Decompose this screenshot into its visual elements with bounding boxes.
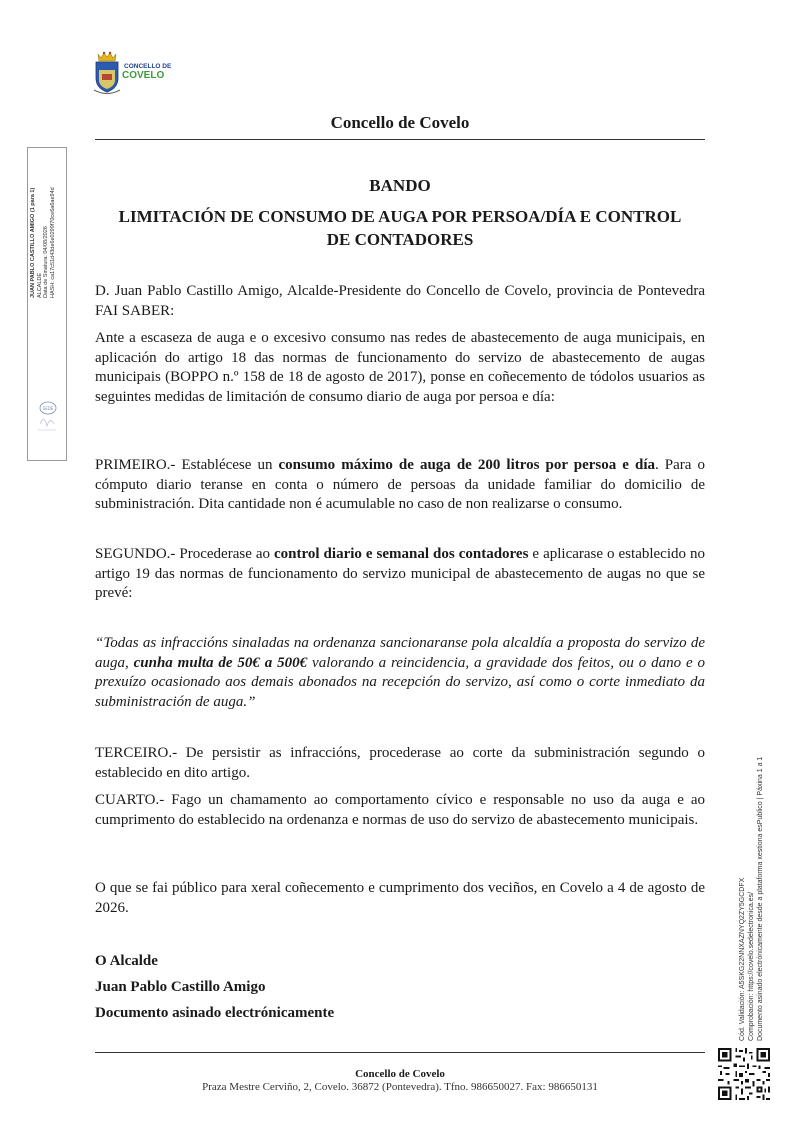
footer-name: Concello de Covelo xyxy=(355,1068,445,1080)
signature-note: Documento asinado electrónicamente xyxy=(95,1005,335,1021)
preamble-paragraph: Ante a escaseza de auga e o excesivo consumo nas redes de abastecemento de auga municipais, en aplicación do artigo 18 das normas de funcionamento do servizo de abastecemento de augas municipais (BOPPO n.º 158 de 18 de agosto de 2017), ponse en coñecemento de tódolos usuarios as seguintes medidas de limitación de consumo diario de auga por persoa e día: xyxy=(95,330,705,405)
closing-paragraph: O que se fai público para xeral coñecemento e cumprimento dos veciños, en Covelo a 4 de agosto de 2026. xyxy=(95,880,705,916)
e-signature-box xyxy=(27,147,67,461)
header-title: Concello de Covelo xyxy=(330,113,470,132)
signature-date: Data de Sinatura: 04/08/2026 xyxy=(43,226,49,298)
signer-name: JUAN PABLO CASTILLO AMIGO (1 para 1) xyxy=(30,187,36,298)
quote-bold: cunha multa de 50€ a 500€ xyxy=(133,654,308,671)
validation-text xyxy=(738,711,765,1041)
signer-role: ALCALDE xyxy=(36,272,43,298)
logo-line2: COVELO xyxy=(122,70,165,81)
terceiro-paragraph: TERCEIRO.- De persistir as infraccións, procederase ao corte da subministración segundo o establecido en dito artigo. xyxy=(95,745,705,781)
svg-text:SEDE: SEDE xyxy=(42,406,54,411)
primeiro-rest: . Para o cómputo diario teranse en conta o número de persoas da unidade familiar do domicilio de subministración. Dita cantidade non é acumulable no caso de non realizarse o consumo. xyxy=(95,457,705,512)
segundo-bold: control diario e semanal dos contadores xyxy=(274,546,529,562)
cuarto-paragraph: CUARTO.- Fago un chamamento ao comportamento cívico e responsable no uso da auga e ao cumprimento do establecido na ordenanza e normas de uso do servizo de abastecemento municipais. xyxy=(95,792,705,828)
seal-icon xyxy=(34,394,60,438)
qr-code-icon xyxy=(716,1046,772,1102)
segundo-paragraph xyxy=(95,545,705,604)
quote-rest: valorando a reincidencia, a gravidade dos feitos, ou o dano e o prexuízo ocasionado aos demais abonados na recepción do servizo, así como o corte inmediato da subministración de auga.” xyxy=(95,654,706,710)
primeiro-paragraph xyxy=(95,456,705,515)
primeiro-lead: PRIMEIRO.- Establécese un xyxy=(95,457,279,473)
signature-name: Juan Pablo Castillo Amigo xyxy=(95,979,266,995)
footer-address: Praza Mestre Cerviño, 2, Covelo. 36872 (Pontevedra). Tfno. 986650027. Fax: 986650131 xyxy=(202,1081,598,1093)
intro-paragraph: D. Juan Pablo Castillo Amigo, Alcalde-Presidente do Concello de Covelo, provincia de Pontevedra FAI SABER: xyxy=(95,283,705,319)
validation-info: Documento asinado electrónicamente desde a plataforma xestiona esPublico | Páxina 1 a 1 xyxy=(757,756,764,1041)
header-divider xyxy=(95,139,705,140)
coat-of-arms-icon xyxy=(92,50,122,96)
document-subtitle: LIMITACIÓN DE CONSUMO DE AUGA POR PERSOA/DÍA E CONTROL DE CONTADORES xyxy=(118,207,682,249)
signature-hash: HASH: ca17c51d43de6e0299f70ce6a6ae94d xyxy=(49,187,56,298)
validation-check-url: Comprobación: https://covelo.sedelectronica.es/ xyxy=(748,891,755,1041)
quote-lead: “Todas as infraccións sinaladas na ordenanza sancionaranse pola alcaldía a proposta do servizo de auga, xyxy=(95,635,705,671)
signature-role: O Alcalde xyxy=(95,953,158,969)
logo-line1: CONCELLO DE xyxy=(124,63,172,70)
e-signature-text xyxy=(30,0,56,298)
segundo-rest: e aplicarase o establecido no artigo 19 das normas de funcionamento do servizo municipal de abastecemento de augas no que se prevé: xyxy=(95,546,705,601)
concello-logo xyxy=(92,50,172,98)
quote-paragraph xyxy=(95,634,705,712)
footer-divider xyxy=(95,1052,705,1053)
primeiro-bold: consumo máximo de auga de 200 litros por persoa e día xyxy=(278,457,656,473)
document-heading: BANDO xyxy=(369,176,431,195)
validation-code: Cód. Validación: A5SKG22NNXAZNYQ2ZY5GCDFX xyxy=(739,877,746,1041)
segundo-lead: SEGUNDO.- Procederase ao xyxy=(95,546,275,562)
